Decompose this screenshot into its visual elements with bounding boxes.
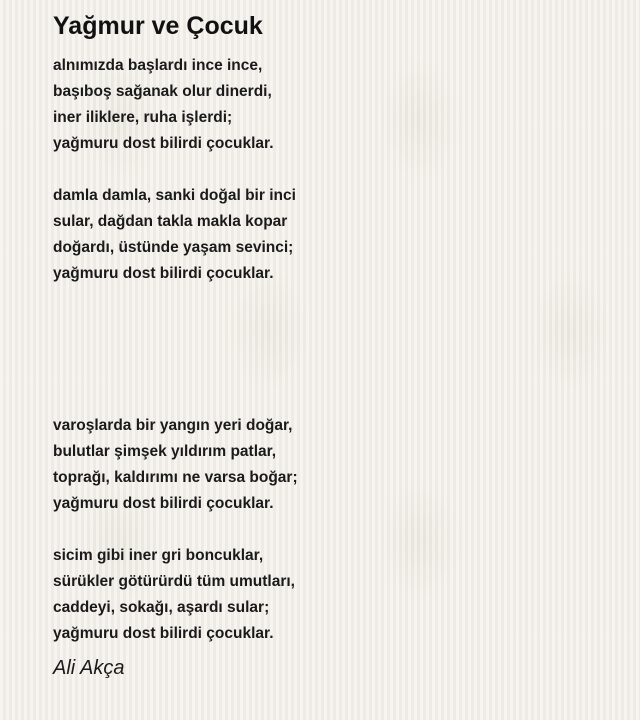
poem-author: Ali Akça xyxy=(53,657,125,679)
stanza-gap xyxy=(53,157,613,183)
stanza-gap xyxy=(53,517,613,543)
stanza-gap xyxy=(53,287,613,413)
poem-line: alnımızda başlardı ince ince, xyxy=(53,57,263,74)
poem-line: başıboş sağanak olur dinerdi, xyxy=(53,83,272,100)
stanza-4 xyxy=(53,543,613,647)
poem-line: sicim gibi iner gri boncuklar, xyxy=(53,547,264,564)
stanza-3 xyxy=(53,413,613,517)
poem-container xyxy=(53,10,613,681)
poem-line: sular, dağdan takla makla kopar xyxy=(53,213,288,230)
poem-line: bulutlar şimşek yıldırım patlar, xyxy=(53,443,277,460)
poem-line: damla damla, sanki doğal bir inci xyxy=(53,187,296,204)
stanza-1 xyxy=(53,53,613,157)
poem-line: doğardı, üstünde yaşam sevinci; xyxy=(53,239,294,256)
poem-line: toprağı, kaldırımı ne varsa boğar; xyxy=(53,469,298,486)
poem-line: yağmuru dost bilirdi çocuklar. xyxy=(53,135,274,152)
poem-line: yağmuru dost bilirdi çocuklar. xyxy=(53,495,274,512)
poem-line: varoşlarda bir yangın yeri doğar, xyxy=(53,417,293,434)
poem-line: iner iliklere, ruha işlerdi; xyxy=(53,109,233,126)
poem-title: Yağmur ve Çocuk xyxy=(53,12,263,40)
poem-line: sürükler götürürdü tüm umutları, xyxy=(53,573,295,590)
poem-line: caddeyi, sokağı, aşardı sular; xyxy=(53,599,270,616)
poem-line: yağmuru dost bilirdi çocuklar. xyxy=(53,625,274,642)
poem-line: yağmuru dost bilirdi çocuklar. xyxy=(53,265,274,282)
stanza-2 xyxy=(53,183,613,287)
